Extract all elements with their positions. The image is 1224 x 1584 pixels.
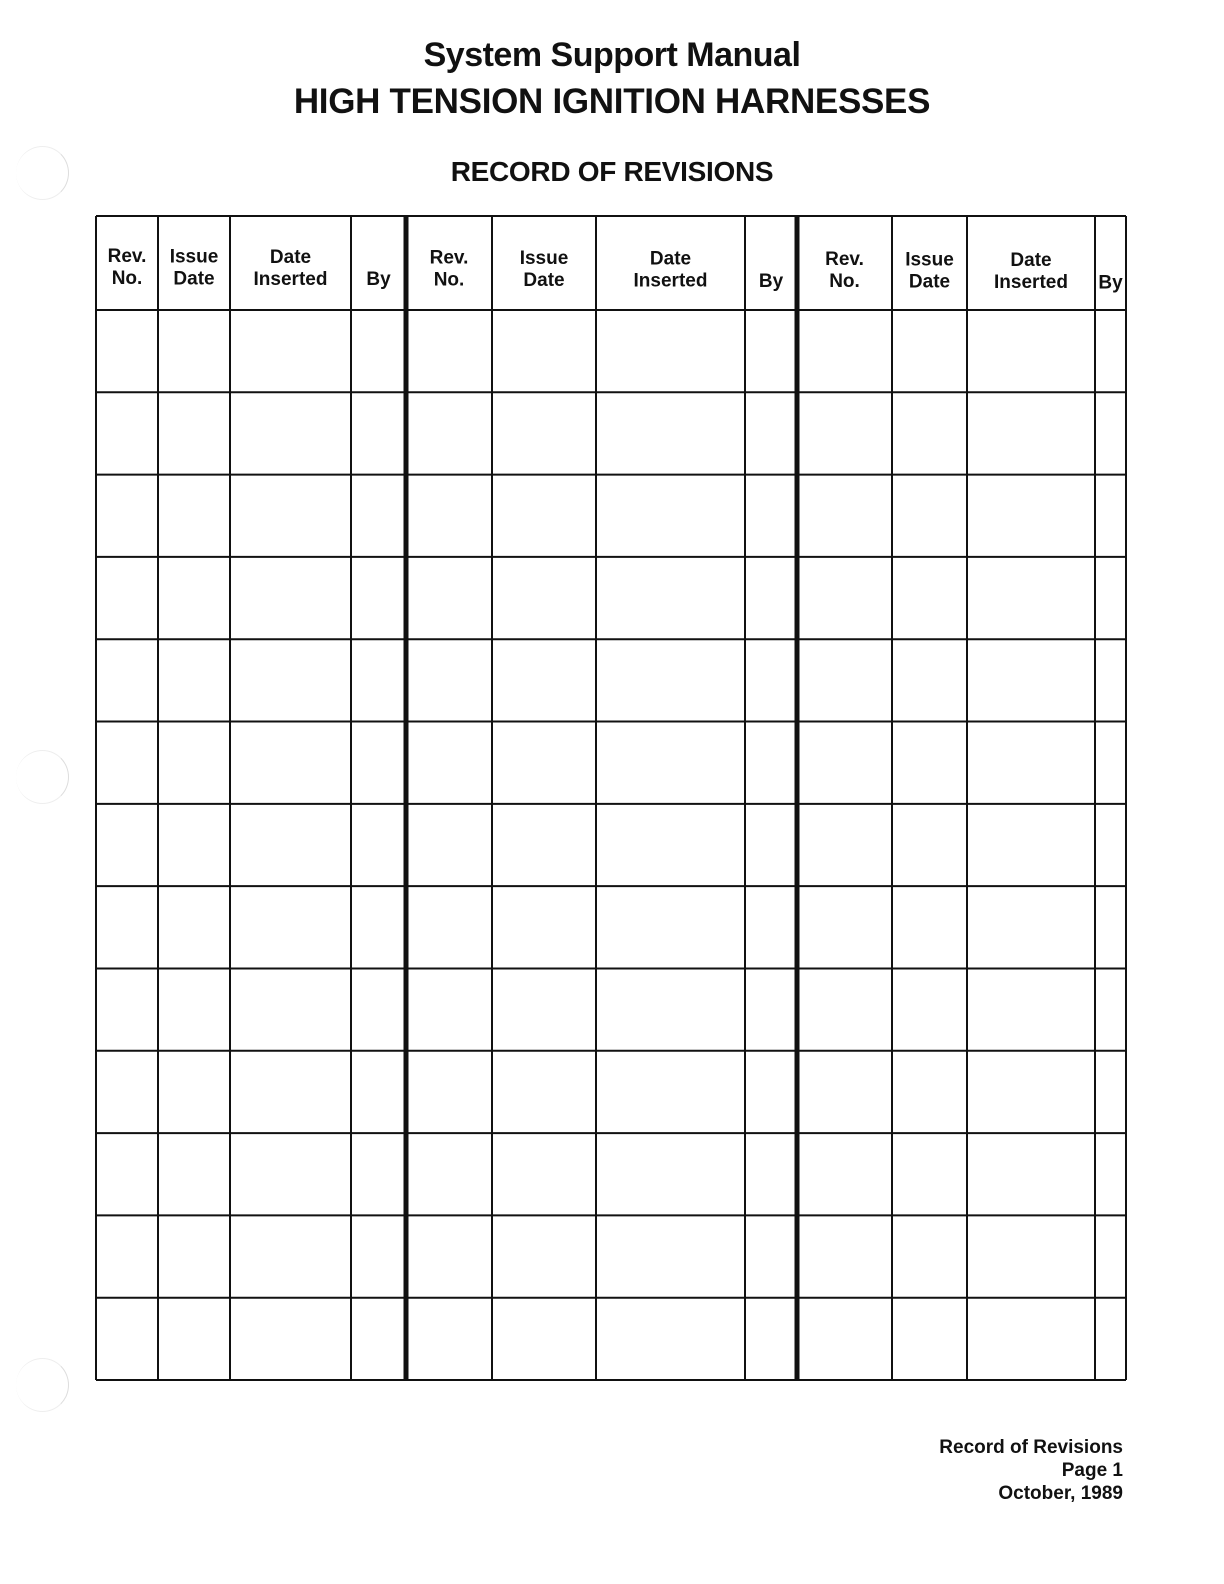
table-cell: [98, 477, 156, 555]
table-cell: [598, 394, 743, 472]
column-header-line1: Date: [1010, 250, 1052, 271]
table-row: [98, 477, 1124, 555]
table-cell: [747, 641, 795, 719]
table-cell: [232, 1135, 349, 1213]
table-row: [98, 1217, 1124, 1295]
column-header-line2: Date: [523, 270, 565, 291]
table-cell: [1097, 970, 1124, 1048]
table-cell: [98, 641, 156, 719]
table-cell: [598, 1135, 743, 1213]
table-cell: [598, 888, 743, 966]
table-cell: [1097, 559, 1124, 637]
column-header: [430, 248, 469, 291]
table-cell: [799, 970, 890, 1048]
page-footer: [939, 1436, 1123, 1505]
table-cell: [1097, 477, 1124, 555]
table-cell: [747, 724, 795, 802]
table-row: [98, 394, 1124, 472]
table-cell: [494, 1135, 594, 1213]
table-cell: [494, 806, 594, 884]
footer-page-number: Page 1: [1061, 1460, 1123, 1481]
table-cell: [969, 312, 1093, 390]
table-cell: [353, 1300, 404, 1378]
table-cell: [1097, 312, 1124, 390]
table-cell: [98, 724, 156, 802]
table-cell: [408, 559, 490, 637]
table-cell: [1097, 1217, 1124, 1295]
column-header-line2: By: [1098, 272, 1123, 294]
column-header-line1: Rev.: [825, 249, 864, 271]
table-cell: [160, 1135, 228, 1213]
table-cell: [969, 888, 1093, 966]
table-cell: [894, 312, 965, 390]
column-header: [759, 271, 784, 292]
table-cell: [494, 394, 594, 472]
table-cell: [232, 641, 349, 719]
table-cell: [232, 806, 349, 884]
table-cell: [232, 724, 349, 802]
table-cell: [598, 312, 743, 390]
table-cell: [232, 394, 349, 472]
table-cell: [353, 1053, 404, 1131]
table-cell: [1097, 724, 1124, 802]
table-cell: [494, 559, 594, 637]
table-cell: [494, 1053, 594, 1131]
column-header-line2: By: [366, 269, 391, 291]
table-cell: [894, 641, 965, 719]
table-cell: [747, 1053, 795, 1131]
table-cell: [408, 806, 490, 884]
table-cell: [232, 1217, 349, 1295]
table-cell: [747, 1300, 795, 1378]
table-cell: [598, 1217, 743, 1295]
table-cell: [799, 1135, 890, 1213]
column-header-line1: Date: [269, 246, 312, 268]
table-cell: [894, 477, 965, 555]
table-row: [98, 888, 1124, 966]
table-cell: [799, 394, 890, 472]
table-cell: [160, 1300, 228, 1378]
table-cell: [1097, 394, 1124, 472]
table-cell: [799, 477, 890, 555]
column-header-line2: No.: [829, 271, 860, 293]
table-cell: [98, 1135, 156, 1213]
table-cell: [969, 1135, 1093, 1213]
table-cell: [353, 1217, 404, 1295]
column-header: [825, 249, 864, 292]
table-cell: [747, 1217, 795, 1295]
column-header: [1098, 272, 1123, 293]
table-cell: [232, 888, 349, 966]
table-cell: [494, 1300, 594, 1378]
table-cell: [98, 312, 156, 390]
table-cell: [969, 559, 1093, 637]
table-cell: [894, 559, 965, 637]
table-cell: [408, 477, 490, 555]
column-header: [254, 247, 328, 290]
table-cell: [98, 1300, 156, 1378]
column-header-line1: Date: [649, 248, 692, 270]
table-cell: [747, 312, 795, 390]
table-cell: [353, 477, 404, 555]
column-header-line2: Inserted: [253, 268, 328, 290]
table-cell: [894, 1135, 965, 1213]
table-cell: [969, 641, 1093, 719]
table-row: [98, 1135, 1124, 1213]
table-cell: [160, 641, 228, 719]
table-cell: [747, 806, 795, 884]
table-cell: [232, 1300, 349, 1378]
table-cell: [353, 970, 404, 1048]
column-header-line2: No.: [111, 268, 143, 289]
table-cell: [353, 1135, 404, 1213]
table-cell: [232, 1053, 349, 1131]
table-cell: [598, 724, 743, 802]
table-cell: [799, 1053, 890, 1131]
table-cell: [353, 559, 404, 637]
table-cell: [799, 1300, 890, 1378]
table-cell: [799, 1217, 890, 1295]
table-cell: [160, 806, 228, 884]
column-header: [994, 250, 1068, 293]
table-row: [98, 724, 1124, 802]
table-cell: [747, 888, 795, 966]
table-row: [98, 1053, 1124, 1131]
table-cell: [160, 559, 228, 637]
table-cell: [494, 888, 594, 966]
table-cell: [799, 888, 890, 966]
table-cell: [232, 312, 349, 390]
table-cell: [98, 1053, 156, 1131]
table-row: [98, 641, 1124, 719]
table-row: [98, 312, 1124, 390]
table-cell: [799, 724, 890, 802]
table-cell: [799, 312, 890, 390]
table-cell: [1097, 1053, 1124, 1131]
table-row: [98, 970, 1124, 1048]
table-cell: [598, 1053, 743, 1131]
table-cell: [894, 1217, 965, 1295]
column-header-line2: Inserted: [994, 272, 1068, 293]
column-header-line1: Rev.: [429, 247, 469, 269]
table-row: [98, 559, 1124, 637]
column-header-line2: Date: [908, 271, 951, 293]
column-header-line2: Date: [173, 268, 215, 290]
table-cell: [598, 641, 743, 719]
table-cell: [598, 559, 743, 637]
manual-title: System Support Manual: [423, 36, 801, 74]
table-cell: [98, 888, 156, 966]
table-cell: [894, 394, 965, 472]
table-cell: [598, 806, 743, 884]
table-cell: [232, 477, 349, 555]
table-cell: [969, 394, 1093, 472]
table-cell: [894, 724, 965, 802]
table-cell: [160, 1217, 228, 1295]
column-header: [634, 248, 708, 291]
table-cell: [969, 1300, 1093, 1378]
table-cell: [969, 806, 1093, 884]
table-cell: [494, 477, 594, 555]
table-cell: [1097, 806, 1124, 884]
table-cell: [894, 888, 965, 966]
column-header: [170, 246, 219, 289]
column-header: [366, 269, 391, 290]
table-cell: [894, 1300, 965, 1378]
column-header: [108, 246, 147, 289]
table-cell: [160, 1053, 228, 1131]
table-cell: [232, 970, 349, 1048]
column-header-line2: Inserted: [633, 270, 708, 292]
table-cell: [799, 641, 890, 719]
table-cell: [408, 970, 490, 1048]
table-cell: [747, 394, 795, 472]
table-cell: [969, 1053, 1093, 1131]
table-cell: [747, 1135, 795, 1213]
table-cell: [408, 312, 490, 390]
table-cell: [1097, 641, 1124, 719]
table-cell: [408, 888, 490, 966]
footer-date: October, 1989: [998, 1483, 1123, 1504]
column-header-line1: Issue: [169, 246, 219, 268]
table-cell: [494, 724, 594, 802]
table-cell: [353, 312, 404, 390]
table-cell: [408, 641, 490, 719]
table-cell: [408, 724, 490, 802]
table-cell: [353, 641, 404, 719]
table-row: [98, 806, 1124, 884]
table-cell: [98, 806, 156, 884]
table-cell: [1097, 1300, 1124, 1378]
table-cell: [799, 806, 890, 884]
table-cell: [160, 477, 228, 555]
table-cell: [894, 970, 965, 1048]
table-cell: [98, 1217, 156, 1295]
table-row: [98, 1300, 1124, 1378]
table-cell: [98, 394, 156, 472]
table-cell: [969, 477, 1093, 555]
table-cell: [160, 724, 228, 802]
column-header-line1: Issue: [519, 248, 569, 269]
column-header-line2: No.: [433, 269, 465, 291]
table-cell: [1097, 1135, 1124, 1213]
table-cell: [799, 559, 890, 637]
table-cell: [494, 970, 594, 1048]
table-cell: [1097, 888, 1124, 966]
table-cell: [747, 970, 795, 1048]
column-header-line1: Issue: [905, 249, 954, 271]
column-header: [520, 248, 569, 291]
table-cell: [494, 312, 594, 390]
table-cell: [353, 888, 404, 966]
table-cell: [160, 970, 228, 1048]
table-cell: [160, 312, 228, 390]
table-cell: [408, 1217, 490, 1295]
table-cell: [160, 394, 228, 472]
table-cell: [160, 888, 228, 966]
section-title: RECORD OF REVISIONS: [450, 156, 774, 187]
footer-section: Record of Revisions: [939, 1437, 1123, 1458]
table-cell: [969, 1217, 1093, 1295]
table-cell: [969, 724, 1093, 802]
table-cell: [598, 1300, 743, 1378]
table-cell: [408, 1053, 490, 1131]
column-header: [905, 250, 954, 293]
table-cell: [408, 1300, 490, 1378]
document-subject: HIGH TENSION IGNITION HARNESSES: [293, 82, 931, 121]
table-cell: [598, 477, 743, 555]
table-cell: [353, 806, 404, 884]
table-cell: [894, 1053, 965, 1131]
table-cell: [353, 394, 404, 472]
column-header-line1: Rev.: [107, 246, 147, 267]
table-cell: [894, 806, 965, 884]
table-cell: [353, 724, 404, 802]
table-cell: [969, 970, 1093, 1048]
column-header-line2: By: [758, 270, 784, 292]
table-cell: [408, 1135, 490, 1213]
table-cell: [494, 1217, 594, 1295]
table-cell: [408, 394, 490, 472]
table-cell: [598, 970, 743, 1048]
table-cell: [232, 559, 349, 637]
table-cell: [98, 970, 156, 1048]
table-cell: [747, 559, 795, 637]
table-cell: [494, 641, 594, 719]
table-cell: [98, 559, 156, 637]
table-cell: [747, 477, 795, 555]
